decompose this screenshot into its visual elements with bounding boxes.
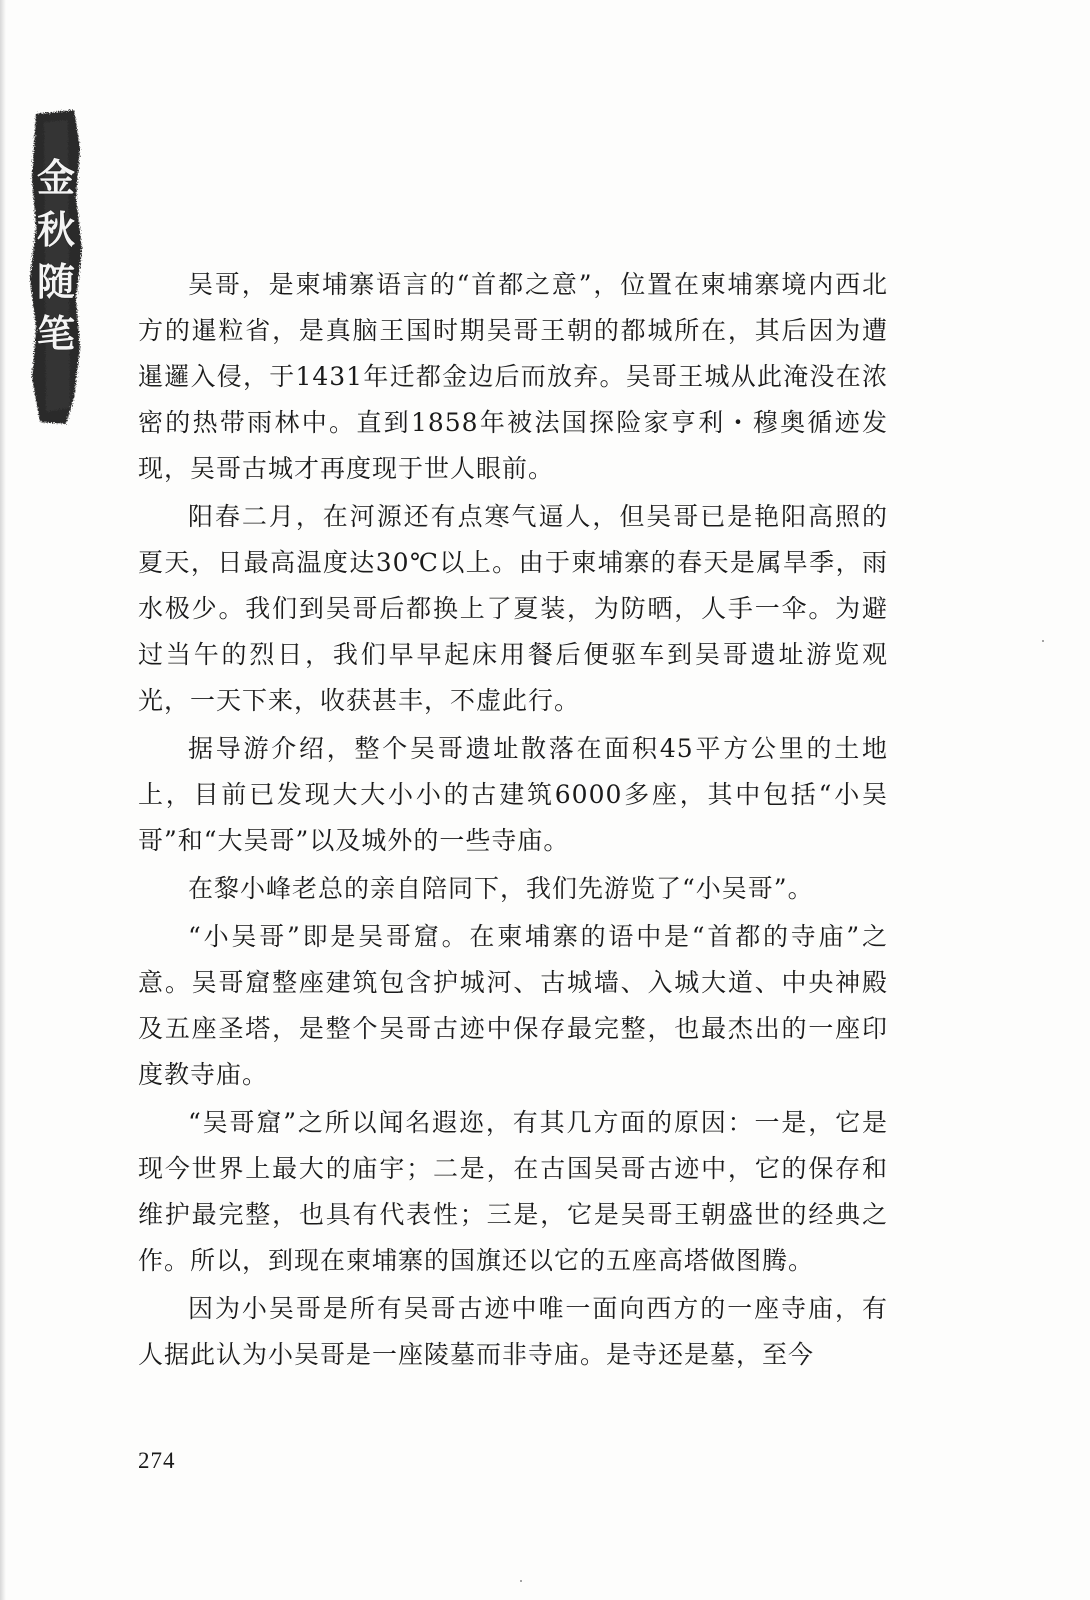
page-number: 274 — [138, 1448, 176, 1473]
title-char-3: 随 — [36, 259, 75, 304]
scan-speck — [1042, 640, 1044, 642]
paragraph: 阳春二月，在河源还有点寒气逼人，但吴哥已是艳阳高照的夏天，日最高温度达30℃以上。由于柬埔寨的春天是属旱季，雨水极少。我们到吴哥后都换上了夏装，为防晒，人手一伞。为避过当午的烈日，我们早早起床用餐后便驱车到吴哥遗址游览观光，一天下来，收获甚丰，不虚此行。 — [138, 502, 888, 715]
page-edge-shadow — [0, 0, 6, 1600]
body-text — [138, 262, 888, 1380]
title-char-4: 笔 — [36, 311, 75, 356]
paragraph: 因为小吴哥是所有吴哥古迹中唯一面向西方的一座寺庙，有人据此认为小吴哥是一座陵墓而非寺庙。是寺还是墓，至今 — [138, 1294, 888, 1369]
paragraph: 吴哥，是柬埔寨语言的“首都之意”，位置在柬埔寨境内西北方的暹粒省，是真脑王国时期吴哥王朝的都城所在，其后因为遭暹邏入侵，于1431年迁都金边后而放弃。吴哥王城从此淹没在浓密的热带雨林中。直到1858年被法国探险家亨利・穆奥循迹发现，吴哥古城才再度现于世人眼前。 — [138, 270, 888, 483]
paragraph: 在黎小峰老总的亲自陪同下，我们先游览了“小吴哥”。 — [188, 874, 814, 903]
title-char-1: 金 — [36, 155, 75, 200]
paragraph: “小吴哥”即是吴哥窟。在柬埔寨的语中是“首都的寺庙”之意。吴哥窟整座建筑包含护城河、古城墙、入城大道、中央神殿及五座圣塔，是整个吴哥古迹中保存最完整，也最杰出的一座印度教寺庙。 — [138, 922, 888, 1089]
scan-speck — [520, 1580, 522, 1582]
paragraph: “吴哥窟”之所以闻名遐迩，有其几方面的原因：一是，它是现今世界上最大的庙宇；二是，在古国吴哥古迹中，它的保存和维护最完整，也具有代表性；三是，它是吴哥王朝盛世的经典之作。所以，到现在柬埔寨的国旗还以它的五座高塔做图腾。 — [138, 1108, 888, 1275]
title-char-2: 秋 — [36, 207, 75, 252]
section-title-badge — [26, 108, 86, 428]
paragraph: 据导游介绍，整个吴哥遗址散落在面积45平方公里的土地上，目前已发现大大小小的古建筑6000多座，其中包括“小吴哥”和“大吴哥”以及城外的一些寺庙。 — [138, 734, 888, 855]
